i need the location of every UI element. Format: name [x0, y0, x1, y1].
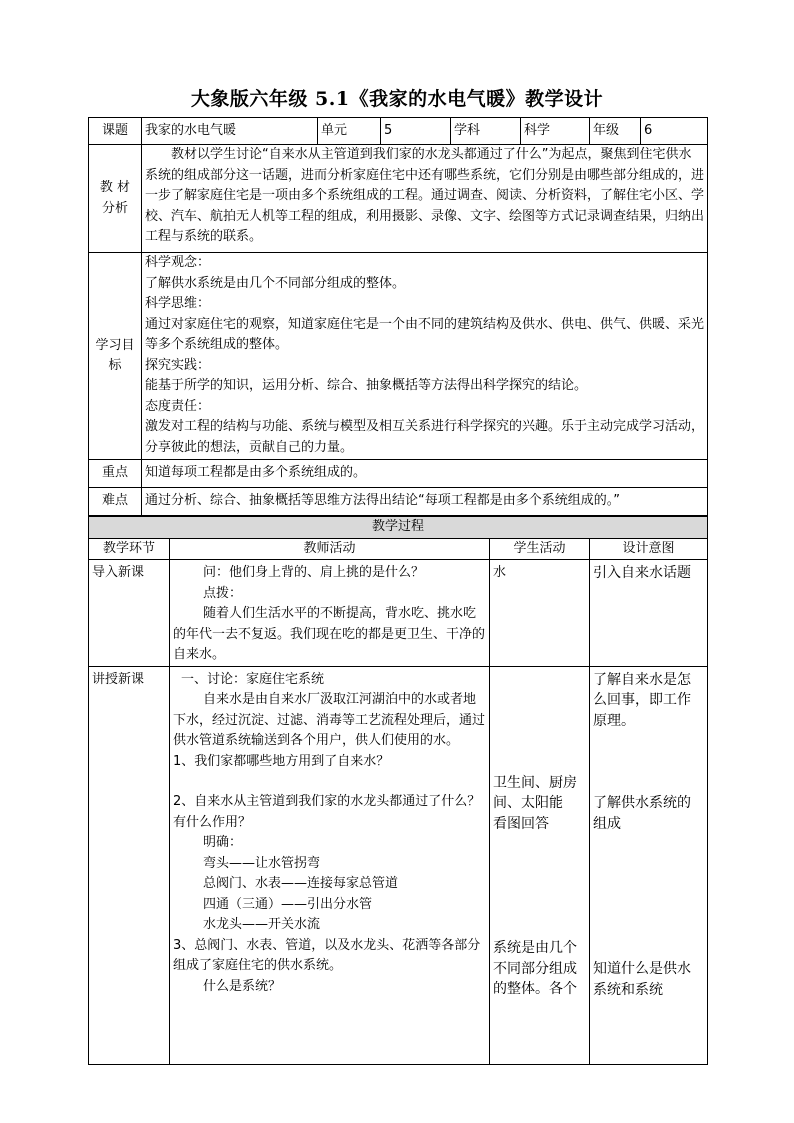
teacher-line: 什么是系统？	[203, 978, 282, 994]
goal-line: 激发对工程的结构与功能、系统与模型及相互关系进行科学探究的兴趣。乐于主动完成学习活动，分享彼此的想法，贡献自己的力量。	[145, 419, 705, 455]
analysis-label: 教 材 分析	[89, 145, 142, 253]
subject-label: 学科	[451, 118, 521, 145]
stage-intro: 导入新课	[89, 560, 170, 667]
student-line: 系统是由几个不同部分组成的整体。各个	[493, 940, 577, 997]
goals-content	[142, 253, 708, 460]
teacher-line: 1、我们家都哪些地方用到了自来水？	[173, 753, 390, 769]
column-header: 教师活动	[170, 538, 490, 560]
teacher-line: 弯头——让水管拐弯	[203, 855, 321, 871]
teacher-line: 水龙头——开关水流	[203, 917, 321, 932]
grade-value: 6	[641, 118, 708, 145]
subject-value: 科学	[521, 118, 590, 145]
goal-line: 探究实践：	[145, 357, 211, 373]
teacher-line: 总阀门、水表——连接每家总管道	[203, 876, 399, 891]
intent-line: 了解自来水是怎么回事，即工作原理。	[593, 671, 691, 729]
teacher-line: 明确：	[203, 835, 243, 850]
intent-lecture	[590, 666, 708, 1064]
student-line: 看图回答	[493, 815, 549, 832]
column-header: 教学环节	[89, 538, 170, 560]
student-line: 卫生间、厨房间、太阳能	[493, 774, 577, 811]
teacher-activity-lecture	[170, 666, 490, 1064]
unit-value: 5	[381, 118, 451, 145]
key-point-label: 重点	[89, 460, 142, 488]
difficulty-label: 难点	[89, 488, 142, 516]
teacher-line: 四通（三通）——引出分水管	[203, 896, 373, 912]
teacher-line: 点拨：	[203, 585, 243, 601]
goal-line: 能基于所学的知识，运用分析、综合、抽象概括等方法得出科学探究的结论。	[145, 378, 588, 393]
intent-intro: 引入自来水话题	[590, 560, 708, 667]
goal-line: 态度责任：	[145, 398, 211, 414]
goal-line: 了解供水系统是由几个不同部分组成的整体。	[145, 275, 406, 291]
grade-label: 年级	[590, 118, 641, 145]
teacher-line: 3、总阀门、水表、管道，以及水龙头、花洒等各部分组成了家庭住宅的供水系统。	[173, 937, 481, 973]
key-point-text: 知道每项工程都是由多个系统组成的。	[142, 460, 708, 488]
analysis-text: 教材以学生讨论“自来水从主管道到我们家的水龙头都通过了什么”为起点，聚焦到住宅供水系统的组成部分这一话题，进而分析家庭住宅中还有哪些系统，它们分别是由哪些部分组成的，进一步了解家庭住宅是一项由多个系统组成的工程。通过调查、阅读、分析资料，了解住宅小区、学校、汽车、航拍无人机等工程的组成，利用摄影、录像、文字、绘图等方式记录调查结果，归纳出工程与系统的联系。	[142, 145, 708, 253]
course-value: 我家的水电气暖	[142, 118, 318, 145]
column-header: 设计意图	[590, 538, 708, 560]
teacher-line: 自来水是由自来水厂汲取江河湖泊中的水或者地下水，经过沉淀、过滤、消毒等工艺流程处理后，通过供水管道系统输送到各个用户，供人们使用的水。	[173, 692, 486, 748]
goal-line: 科学观念：	[145, 255, 211, 270]
intent-line: 了解供水系统的组成	[593, 795, 691, 832]
course-label: 课题	[89, 118, 142, 145]
teacher-line: 2、自来水从主管道到我们家的水龙头都通过了什么？有什么作用？	[173, 794, 481, 830]
teacher-line: 一、讨论：家庭住宅系统	[181, 671, 325, 687]
teacher-line: 问：他们身上背的、肩上挑的是什么？	[203, 565, 425, 580]
intent-line: 知道什么是供水系统和系统	[593, 961, 691, 998]
student-activity-lecture	[490, 666, 590, 1064]
teacher-activity-intro	[170, 560, 490, 667]
unit-label: 单元	[318, 118, 381, 145]
process-table	[88, 516, 708, 1065]
teacher-line: 随着人们生活水平的不断提高，背水吃、挑水吃的年代一去不复返。我们现在吃的都是更卫生、干净的自来水。	[173, 606, 486, 662]
student-activity-intro: 水	[490, 560, 590, 667]
info-table	[88, 117, 708, 516]
page-title: 大象版六年级 5.1《我家的水电气暖》教学设计	[190, 88, 604, 110]
column-header: 学生活动	[490, 538, 590, 560]
process-header: 教学过程	[89, 517, 708, 539]
goal-line: 科学思维：	[145, 296, 211, 311]
goal-line: 通过对家庭住宅的观察，知道家庭住宅是一个由不同的建筑结构及供水、供电、供气、供暖、采光等多个系统组成的整体。	[145, 316, 705, 352]
goals-label: 学习目标	[89, 253, 142, 460]
stage-lecture: 讲授新课	[89, 666, 170, 1064]
difficulty-text: 通过分析、综合、抽象概括等思维方法得出结论“每项工程都是由多个系统组成的。”	[142, 488, 708, 516]
